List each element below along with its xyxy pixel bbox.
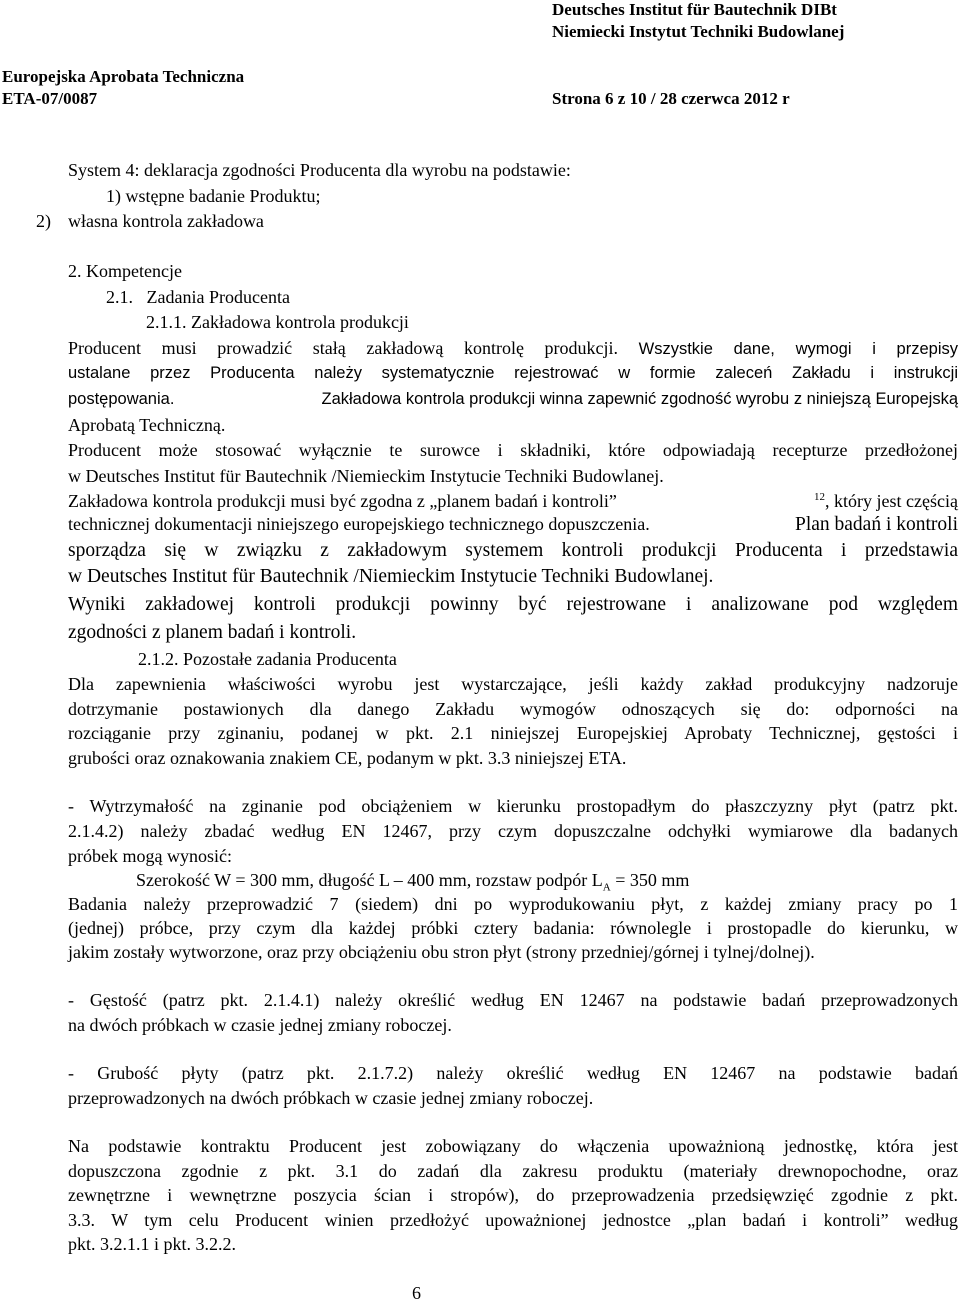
paragraph-line: zewnętrzne i wewnętrzne poszycia ścian i stropów), do przeprowadzenia przedsięwzięć zgodnie z pkt.	[68, 1185, 958, 1205]
paragraph-line: - Wytrzymałość na zginanie pod obciążeniem w kierunku prostopadłym do płaszczyzny płyt (patrz pkt.	[68, 796, 958, 816]
header-institute-de: Deutsches Institut für Bautechnik DIBt	[552, 0, 837, 19]
paragraph-line: rozciąganie przy zginaniu, podanej w pkt. 2.1 niniejszej Europejskiej Aprobaty Technicznej, gęstości i	[68, 723, 958, 743]
text-serif-large: Plan badań i kontroli	[794, 514, 958, 535]
paragraph-line: - Gęstość (patrz pkt. 2.1.4.1) należy określić według EN 12467 na podstawie badań przeprowadzonych	[68, 990, 958, 1010]
dimensions-line	[136, 870, 689, 894]
header-institute-pl: Niemiecki Instytut Techniki Budowlanej	[552, 22, 845, 41]
paragraph-line: sporządza się w związku z zakładowym systemem kontroli produkcji Producenta i przedstawia	[68, 540, 958, 561]
paragraph-line: pkt. 3.2.1.1 i pkt. 3.2.2.	[68, 1234, 237, 1254]
paragraph-line: dopuszczona zgodnie z pkt. 3.1 do zadań dla zakresu produktu (materiały drewnopochodne, oraz	[68, 1161, 958, 1181]
text-serif: = 350 mm	[610, 870, 690, 890]
header-doc-type: Europejska Aprobata Techniczna	[2, 67, 245, 86]
paragraph-line: grubości oraz oznakowania znakiem CE, podanym w pkt. 3.3 niniejszej ETA.	[68, 748, 627, 768]
text-serif: Zakładowa kontrola produkcji winna zapewnić zgodność wyrobu z niniejszą Europejską	[321, 390, 958, 408]
paragraph-line: w Deutsches Institut für Bautechnik /Niemieckim Instytucie Techniki Budowlanej.	[68, 466, 664, 486]
paragraph-line: Badania należy przeprowadzić 7 (siedem) dni po wyprodukowaniu płyt, z każdej zmiany pracy po 1	[68, 894, 958, 914]
paragraph-line: ustalane przez Producenta należy systematycznie rejestrować w formie zaleceń Zakładu i instrukcji	[68, 364, 958, 382]
paragraph-line	[68, 491, 958, 512]
page-number: 6	[412, 1283, 421, 1303]
paragraph-line: 2.1.4.2) należy zbadać według EN 12467, przy czym dopuszczalne odchyłki wymiarowe dla badanych	[68, 821, 958, 841]
text-sans: postępowania.	[68, 390, 175, 408]
text-serif: technicznej dokumentacji niniejszego europejskiego technicznego dopuszczenia.	[68, 514, 650, 534]
paragraph-line: zgodności z planem badań i kontroli.	[68, 622, 357, 643]
system-item-2-number: 2)	[36, 211, 51, 231]
section-heading-2-1-2: 2.1.2. Pozostałe zadania Producenta	[138, 649, 397, 669]
paragraph-line: Aprobatą Techniczną.	[68, 415, 226, 435]
system-line: System 4: deklaracja zgodności Producenta dla wyrobu na podstawie:	[68, 160, 571, 180]
paragraph-line: 3.3. W tym celu Producent winien przedłożyć upoważnionej jednostce „plan badań i kontroli” według	[68, 1210, 958, 1230]
paragraph-line	[68, 338, 958, 359]
header-doc-number: ETA-07/0087	[2, 89, 98, 108]
paragraph-line: próbek mogą wynosić:	[68, 846, 232, 866]
paragraph-line: na dwóch próbkach w czasie jednej zmiany roboczej.	[68, 1015, 452, 1035]
paragraph-line: Producent może stosować wyłącznie te surowce i składniki, które odpowiadają recepturze przedłożonej	[68, 440, 958, 460]
paragraph-line	[68, 390, 958, 409]
paragraph-line: dotrzymanie postawionych dla danego Zakładu wymogów odnoszących się do: odporności na	[68, 699, 958, 719]
paragraph-line: Dla zapewnienia właściwości wyrobu jest wystarczające, jeśli każdy zakład produkcyjny nadzoruje	[68, 674, 958, 694]
text-serif: Producent musi prowadzić stałą zakładową kontrolę produkcji.	[68, 338, 619, 358]
paragraph-line: (jednej) próbce, przy czym dla każdej próbki cztery badania: równolegle i prostopadle do kierunku, w	[68, 918, 958, 938]
footnote-ref: 12	[814, 491, 826, 503]
header-page-info: Strona 6 z 10 / 28 czerwca 2012 r	[552, 89, 790, 108]
paragraph-line	[68, 514, 958, 536]
paragraph-line: Na podstawie kontraktu Producent jest zobowiązany do włączenia upoważnioną jednostkę, która jest	[68, 1136, 958, 1156]
system-item-1: 1) wstępne badanie Produktu;	[106, 186, 321, 206]
paragraph-line: Wyniki zakładowej kontroli produkcji powinny być rejestrowane i analizowane pod względem	[68, 594, 958, 615]
system-item-2: własna kontrola zakładowa	[68, 211, 264, 231]
text-serif: Szerokość W = 300 mm, długość L – 400 mm, rozstaw podpór L	[136, 870, 603, 890]
text-serif: Zakładowa kontrola produkcji musi być zgodna z „planem badań i kontroli”	[68, 491, 617, 511]
paragraph-line: - Grubość płyty (patrz pkt. 2.1.7.2) należy określić według EN 12467 na podstawie badań	[68, 1063, 958, 1083]
text-sans: Wszystkie dane, wymogi i przepisy	[638, 340, 958, 358]
text-serif: , który jest częścią	[825, 491, 958, 511]
paragraph-line: jakim zostały wytworzone, oraz przy obciążeniu obu stron płyt (strony przedniej/górnej i tylnej/dolnej).	[68, 942, 815, 962]
paragraph-line: w Deutsches Institut für Bautechnik /Niemieckim Instytucie Techniki Budowlanej.	[68, 566, 714, 587]
section-heading-2: 2. Kompetencje	[68, 261, 182, 281]
subscript: A	[602, 881, 611, 894]
section-heading-2-1: 2.1. Zadania Producenta	[106, 287, 290, 307]
section-heading-2-1-1: 2.1.1. Zakładowa kontrola produkcji	[146, 312, 409, 332]
paragraph-line: przeprowadzonych na dwóch próbkach w czasie jednej zmiany roboczej.	[68, 1088, 594, 1108]
